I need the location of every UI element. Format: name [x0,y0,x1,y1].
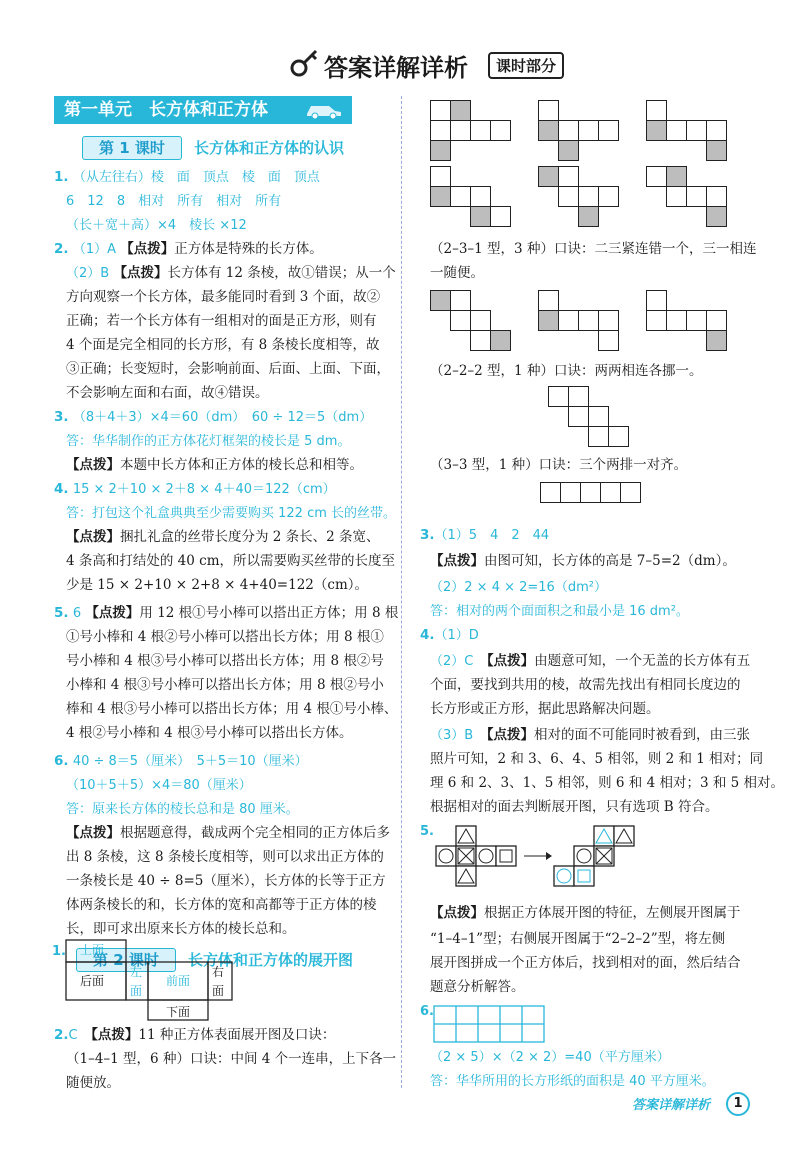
net-231-b [538,100,638,164]
r-q6-line2: 答：华华所用的长方形纸的面积是 40 平方厘米。 [430,1074,715,1089]
q4-line2: 答：打包这个礼盒典典至少需要购买 122 cm 长的丝带。 [66,506,397,521]
q1-line3: （长＋宽＋高）×4 棱长 ×12 [66,218,247,233]
net-label-left-2: 面 [130,984,143,998]
q6-line6: 一条棱长是 40 ÷ 8=5（厘米），长方体的长等于正方 [66,873,386,889]
q1-line1: 1. （从左往右）棱 面 顶点 棱 面 顶点 [54,169,320,185]
net-strip [540,482,650,504]
net-231-d [430,166,530,230]
r-q4-line1: 4.（1）D [420,627,479,643]
r1-line2: 一随便。 [430,265,484,281]
q5-line6: 4 根②号小棒和 4 根③号小棒可以搭出长方体。 [66,725,353,741]
r-q3-line3: （2）2 × 4 × 2=16（dm²） [430,580,607,595]
r-q5-line1: 【点拨】根据正方体展开图的特征，左侧展开图属于 [430,905,741,921]
q6-line4: 【点拨】根据题意得，截成两个完全相同的正方体后多 [66,825,390,841]
net-label-bottom: 下面 [166,1005,191,1019]
q5-line4: 小棒和 4 根③号小棒可以搭出长方体；用 8 根②号小 [66,677,384,693]
q2-line7: 不会影响左面和右面，故④错误。 [66,385,269,401]
net-231-a [430,100,530,164]
q6-line2: （10＋5＋5）×4＝80（厘米） [66,778,252,793]
q4-line1: 4. 15 × 2＋10 × 2＋8 × 4＋40＝122（cm） [54,481,336,497]
net-label-back: 后面 [80,974,105,988]
net-222-b [538,290,638,354]
r-q3-line4: 答：相对的两个面面积之和最小是 16 dm²。 [430,604,689,619]
page-title: 答案详解详析 [324,54,468,82]
section-tag: 课时部分 [488,52,564,79]
r-q4-line4: 长方形或正方形，据此思路解决问题。 [430,701,660,717]
lesson-1-title: 长方体和正方体的认识 [194,139,345,157]
lesson-2-title: 长方体和正方体的展开图 [188,951,354,969]
r-q4-line3: 个面，要找到共用的棱，故需先找出有相同长度边的 [430,677,741,693]
column-divider [401,96,402,1088]
l2-q1-number: 1. [52,944,66,959]
q6-line1: 6. 40 ÷ 8＝5（厘米） 5＋5＝10（厘米） [54,753,308,769]
net-label-right-1: 右 [212,965,225,979]
paper-grid-diagram [432,1004,552,1046]
car-icon [303,100,343,120]
r-q3-line1: 3.（1）5 4 2 44 [420,527,550,543]
cube-net-transform-diagram [432,822,752,898]
net-231-e [538,166,638,230]
r2-line1: （2–2–2 型，1 种）口诀：两两相连各挪一。 [430,363,703,379]
lesson-1-tag: 第 1 课时 [82,136,182,160]
r-q6-line1: （2 × 5）×（2 × 2）=40（平方厘米） [430,1050,670,1065]
q2-line1: 2. （1）A 【点拨】正方体是特殊的长方体。 [54,241,323,257]
net-222-c [646,290,746,354]
q4-line5: 少是 15 × 2+10 × 2+8 × 4+40=122（cm）。 [66,577,368,593]
r-q4-line5: （3）B 【点拨】相对的面不可能同时被看到，由三张 [430,727,750,743]
q3-line3: 【点拨】本题中长方体和正方体的棱长总和相等。 [66,457,363,473]
r-q4-line8: 根据相对的面去判断展开图，只有选项 B 符合。 [430,799,719,815]
net-label-top: 上面 [80,943,105,957]
q3-line2: 答：华华制作的正方体花灯框架的棱长是 5 dm。 [66,434,351,449]
q6-line7: 体两条棱长的和，长方体的宽和高都等于正方体的棱 [66,897,377,913]
r-q6-number: 6. [420,1004,434,1019]
net-label-front: 前面 [166,974,191,988]
unit-title: 第一单元 长方体和正方体 [64,100,268,120]
l2-q2-line3: 随便放。 [66,1075,120,1091]
q5-line5: 棒和 4 根③号小棒可以搭出长方体；用 4 根①号小棒、 [66,701,398,717]
lesson-1-header [82,136,382,160]
q2-line2: （2）B 【点拨】长方体有 12 条棱，故①错误；从一个 [66,265,396,281]
l2-q2-line2: （1–4–1 型，6 种）口诀：中间 4 个一连串，上下各一 [66,1051,397,1067]
q2-line3: 方向观察一个长方体，最多能同时看到 3 个面，故② [66,289,381,305]
q6-line3: 答：原来长方体的棱长总和是 80 厘米。 [66,802,299,817]
r-q4-line6: 照片可知，2 和 3、6、4、5 相邻，则 2 和 1 相对；同 [430,751,764,767]
net-231-c [646,100,746,164]
r-q5-line3: 展开图拼成一个正方体后，找到相对的面，然后结合 [430,955,741,971]
r-q3-line2: 【点拨】由图可知，长方体的高是 7–5=2（dm）。 [430,553,736,569]
net-label-left-1: 左 [130,965,143,979]
q4-line3: 【点拨】捆扎礼盒的丝带长度分为 2 条长、2 条宽、 [66,529,380,545]
net-33 [548,386,638,450]
r-q4-line7: 理 6 和 2、3、1、5 相邻，则 6 和 4 相对；3 和 5 相对。 [430,775,785,791]
q2-line5: 4 个面是完全相同的长方形，有 8 条棱长度相等，故 [66,337,380,353]
footer-label: 答案详解详析 [632,1098,711,1113]
net-222-a [430,290,530,354]
q1-line2: 6 12 8 相对 所有 相对 所有 [66,194,282,209]
q4-line4: 4 条高和打结处的 40 cm，所以需要购买丝带的长度至 [66,553,396,569]
lesson-2-tag: 第 2 课时 [76,948,176,972]
q3-line1: 3. （8＋4＋3）×4＝60（dm） 60 ÷ 12＝5（dm） [54,409,373,425]
r-q4-line2: （2）C 【点拨】由题意可知，一个无盖的长方体有五 [430,653,751,669]
q5-line3: 号小棒和 4 根③号小棒可以搭出长方体；用 8 根②号 [66,653,384,669]
page-number: 1 [726,1092,750,1116]
r-q5-number: 5. [420,824,434,839]
r1-line1: （2–3–1 型，3 种）口诀：二三紧连错一个，三一相连 [430,241,757,257]
q6-line5: 出 8 条棱，这 8 条棱长度相等，则可以求出正方体的 [66,849,384,865]
q6-line8: 长，即可求出原来长方体的棱长总和。 [66,921,296,937]
r-q5-line2: “1–4–1”型；右侧展开图属于“2–2–2”型，将左侧 [430,931,726,947]
q2-line6: ③正确；长变短时，会影响前面、后面、上面、下面， [66,361,390,377]
key-icon [290,48,320,78]
q5-line1: 5. 6 【点拨】用 12 根①号小棒可以搭出正方体；用 8 根 [54,605,399,621]
l2-q2-line1: 2.C 【点拨】11 种正方体表面展开图及口诀： [54,1027,336,1043]
r3-line1: （3–3 型，1 种）口诀：三个两排一对齐。 [430,457,688,473]
q5-line2: ①号小棒和 4 根②号小棒可以搭出长方体；用 8 根① [66,629,384,645]
r-q5-line4: 题意分析解答。 [430,979,525,995]
net-231-f [646,166,746,230]
net-label-right-2: 面 [212,984,225,998]
q2-line4: 正确；若一个长方体有一组相对的面是正方形，则有 [66,313,377,329]
